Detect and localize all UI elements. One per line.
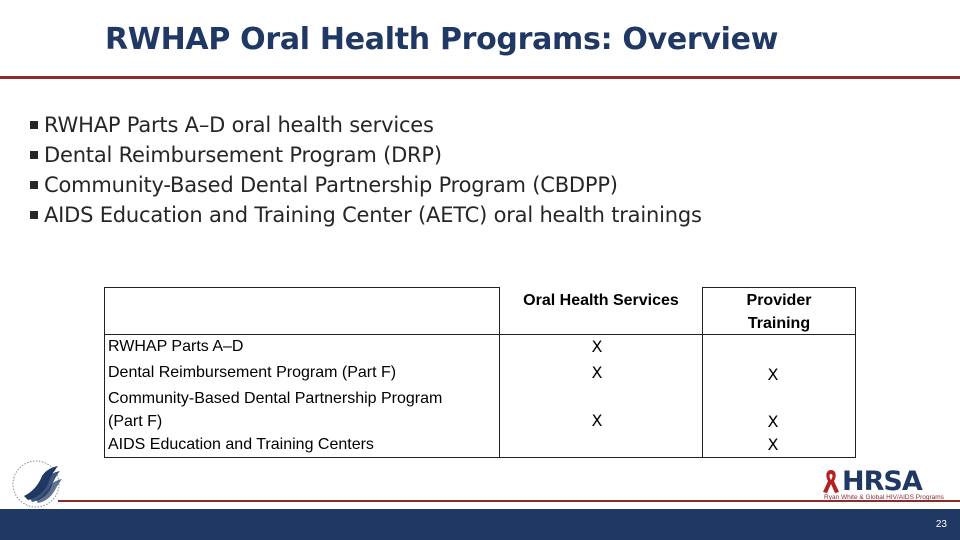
table-cell-mark: X: [591, 337, 603, 356]
page-number: 23: [935, 519, 947, 530]
table-row-label: Community-Based Dental Partnership Program: [108, 390, 443, 407]
table-border: [499, 287, 500, 458]
table-cell-mark: X: [591, 411, 603, 430]
footer-bar: [0, 509, 960, 540]
bullet-item: Community-Based Dental Partnership Program (CBDPP): [30, 170, 702, 200]
table-cell-mark: X: [767, 412, 779, 431]
slide-title: RWHAP Oral Health Programs: Overview: [105, 22, 779, 57]
table-cell-mark: X: [767, 435, 779, 454]
program-table: [104, 287, 856, 458]
hhs-eagle-icon: [10, 458, 66, 510]
column-header-provider: Provider: [746, 292, 812, 309]
column-header-oral-health-services: Oral Health Services: [523, 292, 679, 309]
red-ribbon-icon: [820, 468, 842, 494]
bullet-square-icon: [30, 181, 38, 189]
bullet-square-icon: [30, 151, 38, 159]
table-border: [104, 287, 500, 288]
bullet-list: [30, 110, 702, 230]
title-divider: [0, 76, 960, 79]
table-row-label: (Part F): [108, 413, 163, 430]
bullet-square-icon: [30, 121, 38, 129]
column-header-training: Training: [747, 315, 811, 332]
table-row-label: Dental Reimbursement Program (Part F): [108, 364, 397, 381]
table-row-label: RWHAP Parts A–D: [108, 338, 244, 355]
table-border: [104, 287, 105, 458]
bullet-square-icon: [30, 211, 38, 219]
hrsa-logo: HRSA Ryan White & Global HIV/AIDS Programs: [818, 468, 942, 502]
bullet-item: RWHAP Parts A–D oral health services: [30, 110, 702, 140]
table-border: [855, 287, 856, 458]
table-cell-mark: X: [591, 363, 603, 382]
table-border: [702, 287, 856, 288]
bullet-item: AIDS Education and Training Center (AETC) oral health trainings: [30, 200, 702, 230]
table-border: [104, 457, 856, 458]
bullet-item: Dental Reimbursement Program (DRP): [30, 140, 702, 170]
table-cell-mark: X: [767, 365, 779, 384]
table-row-label: AIDS Education and Training Centers: [108, 436, 374, 453]
